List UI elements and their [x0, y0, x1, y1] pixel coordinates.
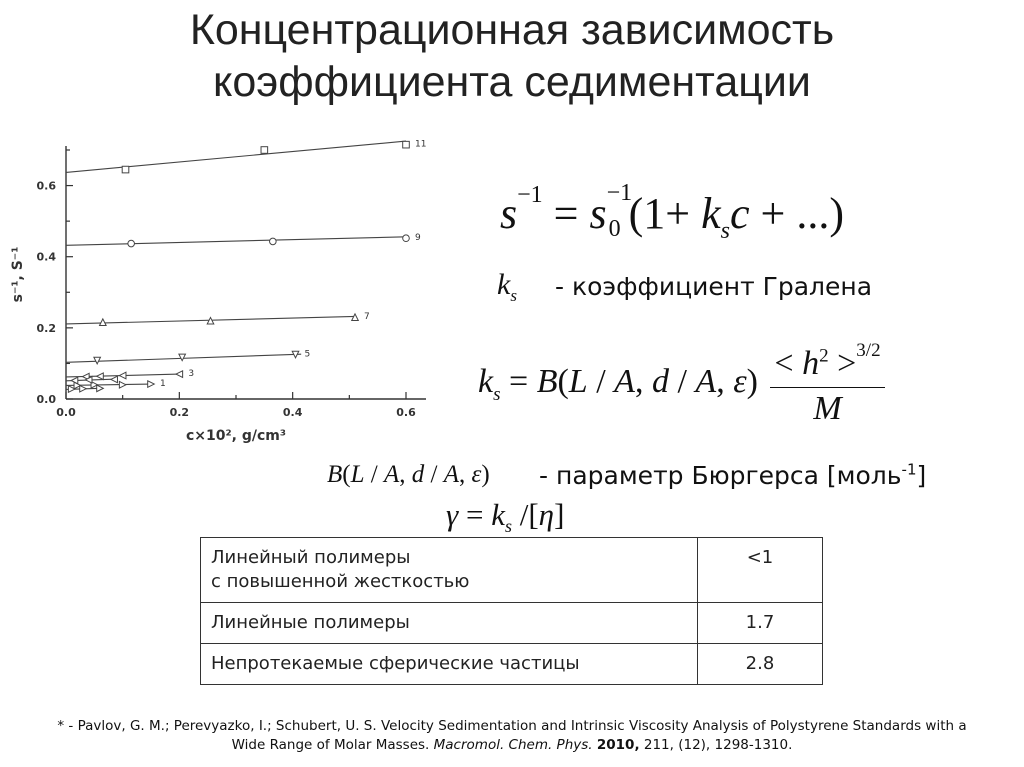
- table-row: [201, 603, 823, 644]
- marker-triangle-up: [100, 319, 107, 326]
- marker-triangle-right: [80, 385, 87, 392]
- burgers-description: [539, 461, 926, 490]
- marker-triangle-left: [97, 373, 104, 380]
- series-label: 3: [188, 369, 195, 380]
- marker-triangle-left: [176, 371, 183, 378]
- row-label-line2: с повышенной жесткостью: [211, 571, 470, 592]
- table-cell-value: <1: [698, 538, 823, 603]
- footnote-line2: [0, 736, 1024, 755]
- y-tick-label: 0.2: [36, 321, 56, 335]
- table-cell-value: 2.8: [698, 644, 823, 685]
- series-label: 1: [160, 379, 166, 390]
- marker-square: [261, 147, 268, 154]
- marker-triangle-right: [97, 385, 104, 392]
- row-label-line1: Линейный полимеры: [211, 547, 411, 568]
- table-row: [201, 538, 823, 603]
- table-cell-label: [201, 538, 698, 603]
- series-label: 9: [415, 233, 421, 244]
- y-tick-label: 0.6: [36, 179, 56, 193]
- footnote-title-end: Wide Range of Molar Masses.: [231, 737, 430, 753]
- burgers-symbol: B(L / A, d / A, ε): [327, 461, 490, 488]
- series-label: 7: [364, 312, 370, 323]
- x-tick-label: 0.6: [396, 406, 416, 419]
- series-label: 11: [415, 139, 427, 150]
- formula-sedimentation: $s^{-1} = s$ −1 0 ($1+ k_sc$ + ...): [500, 180, 844, 244]
- ks-symbol: $k_s$: [497, 268, 517, 305]
- ks-description-tail: а: [856, 272, 873, 301]
- table-cell-value: 1.7: [698, 603, 823, 644]
- fit-line-9: [66, 237, 406, 246]
- footnote-journal: Macromol. Chem. Phys.: [433, 737, 593, 753]
- marker-triangle-right: [119, 381, 126, 388]
- marker-triangle-left: [111, 376, 118, 383]
- footnote-line1: * - Pavlov, G. M.; Perevyazko, I.; Schubert, U. S. Velocity Sedimentation and Intrinsic Viscosity Analysis of Polystyrene Standards with a: [57, 718, 967, 734]
- table-row: [201, 644, 823, 685]
- x-tick-label: 0.4: [282, 406, 303, 419]
- fit-line-11: [66, 141, 406, 172]
- series-label: 5: [304, 349, 311, 360]
- slide-title: [0, 4, 1024, 108]
- ks-description: [555, 272, 872, 301]
- title-line-2: коэффициента седиментации: [213, 58, 811, 106]
- marker-square: [122, 166, 129, 173]
- burgers-description-text: - параметр Бюргерса [моль: [539, 461, 902, 490]
- marker-triangle-down: [179, 354, 186, 361]
- title-line-1: Концентрационная зависимость: [189, 6, 835, 54]
- y-tick-label: 0.0: [36, 393, 56, 406]
- formula-gamma: $\gamma = k_s$ /[η]: [446, 497, 565, 537]
- footnote-reference: [0, 717, 1024, 755]
- marker-triangle-right: [148, 381, 155, 388]
- x-tick-label: 0.2: [169, 406, 190, 419]
- y-tick-label: 0.4: [36, 250, 56, 264]
- y-axis-label: s⁻¹, S⁻¹: [10, 246, 26, 303]
- footnote-pages: 211, (12), 1298-1310.: [643, 737, 793, 753]
- table-cell-label: Непротекаемые сферические частицы: [201, 644, 698, 685]
- table-cell-label: Линейные полимеры: [201, 603, 698, 644]
- burgers-close-bracket: ]: [916, 461, 927, 490]
- sedimentation-chart: [0, 135, 450, 455]
- marker-triangle-up: [352, 314, 359, 321]
- marker-square: [403, 141, 410, 148]
- x-axis-label: c×10², g/cm³: [186, 428, 286, 444]
- marker-circle: [128, 240, 135, 247]
- marker-triangle-down: [94, 357, 101, 364]
- marker-triangle-left: [119, 372, 126, 379]
- x-tick-label: 0.0: [56, 406, 76, 419]
- formula-ks: $k_s = B(L / A$, d / A, ε) $\frac{< h^2 >^{3/2}}{M}$: [478, 345, 885, 435]
- burgers-exponent: -1: [901, 460, 917, 479]
- marker-circle: [403, 235, 410, 242]
- marker-circle: [270, 238, 277, 245]
- footnote-year: 2010,: [596, 737, 640, 753]
- gamma-table: [200, 537, 823, 685]
- ks-description-text: - коэффициент Грален: [555, 272, 857, 301]
